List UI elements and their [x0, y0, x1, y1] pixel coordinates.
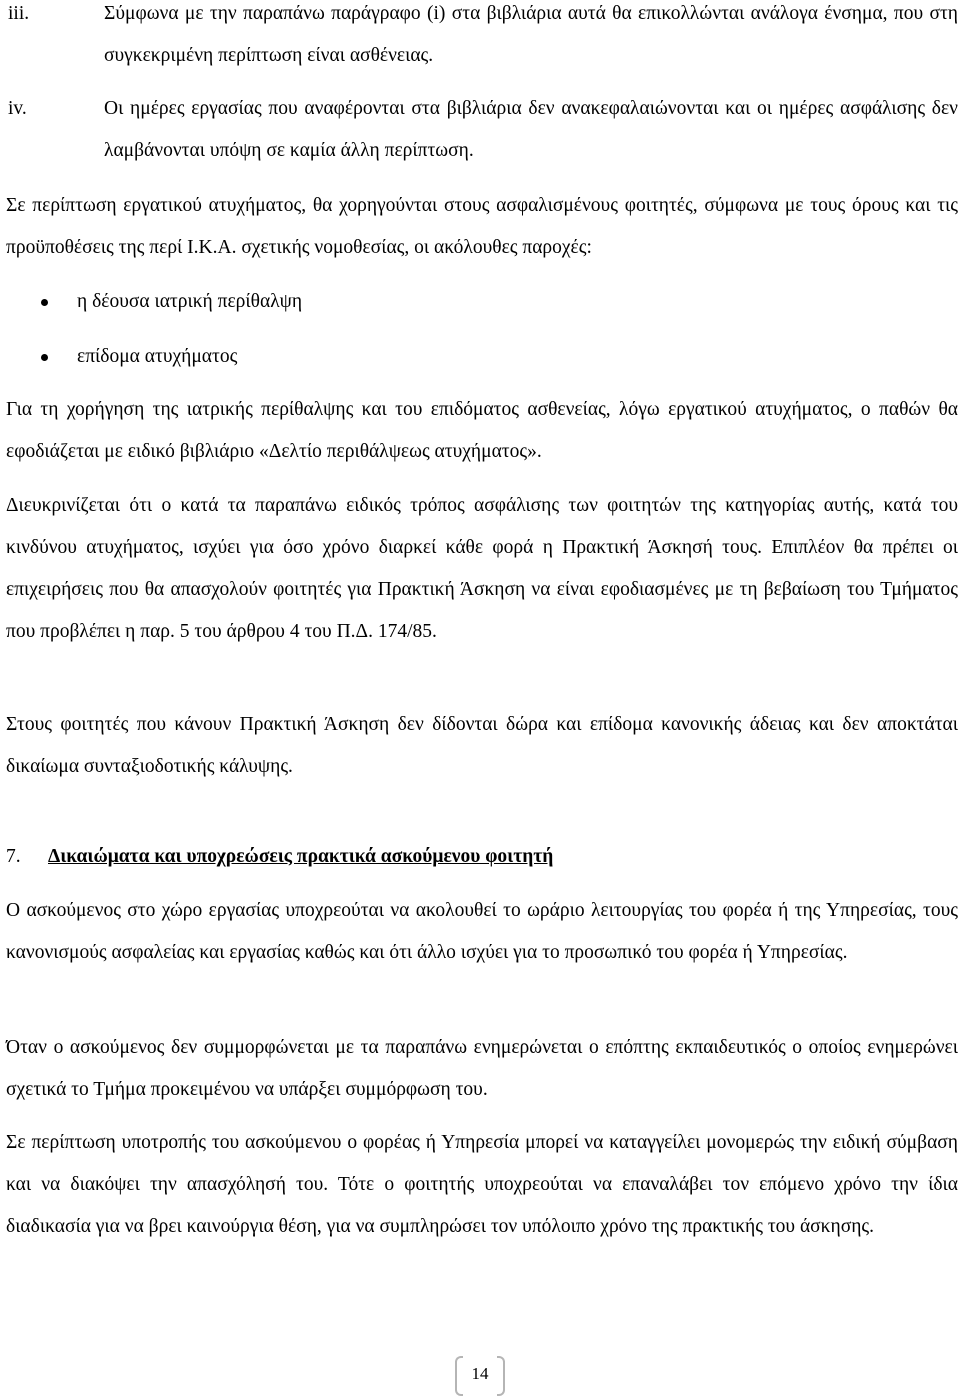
bullet-text: η δέουσα ιατρική περίθαλψη — [77, 291, 303, 312]
bullet-text: επίδομα ατυχήματος — [77, 346, 238, 367]
bullet-icon — [41, 299, 48, 306]
paragraph-insurance-clarification: Διευκρινίζεται ότι ο κατά τα παραπάνω ειδικός τρόπος ασφάλισης των φοιτητών της κατηγορίας αυτής, κατά του κινδύνου ατυχήματος, ισχύει για όσο χρόνο διαρκεί κάθε φορά η Πρακτική Άσκησή τους. Επιπλέον θα πρέπει οι επιχειρήσεις που θα απασχολούν φοιτητές για Πρακτική Άσκηση να είναι εφοδιασμένες με τη βεβαίωση του Τμήματος που προβλέπει η παρ. 5 του άρθρου 4 του Π.Δ. 174/85. — [6, 495, 958, 642]
paragraph-compliance: Όταν ο ασκούμενος δεν συμμορφώνεται με τα παραπάνω ενημερώνεται ο επόπτης εκπαιδευτικός ο οποίος ενημερώνει σχετικά το Τμήμα προκειμένου να υπάρξει συμμόρφωση του. — [6, 1037, 958, 1100]
paragraph-accident-benefits: Σε περίπτωση εργατικού ατυχήματος, θα χορηγούνται στους ασφαλισμένους φοιτητές, σύμφωνα με τους όρους και τις προϋποθέσεις της περί Ι.Κ.Α. σχετικής νομοθεσίας, οι ακόλουθες παροχές: — [6, 195, 958, 258]
paragraph-no-bonuses: Στους φοιτητές που κάνουν Πρακτική Άσκηση δεν δίδονται δώρα και επίδομα κανονικής άδειας και δεν αποκτάται δικαίωμα συνταξιοδοτικής κάλυψης. — [6, 714, 958, 777]
section-title: Δικαιώματα και υποχρεώσεις πρακτικά ασκούμενου φοιτητή — [48, 846, 554, 867]
section-heading — [6, 836, 553, 878]
paragraph-recurrence: Σε περίπτωση υποτροπής του ασκούμενου ο φορέας ή Υπηρεσία μπορεί να καταγγείλει μονομερώς την ειδική σύμβαση και να διακόψει την απασχόλησή του. Τότε ο φοιτητής υποχρεούται να επαναλάβει τον επόμενο χρόνο την ίδια διαδικασία για να βρει καινούργια θέση, για να συμπληρώσει τον υπόλοιπο χρόνο της πρακτικής του άσκησης. — [6, 1132, 958, 1237]
list-number: iv. — [8, 98, 27, 119]
list-item-text: Οι ημέρες εργασίας που αναφέρονται στα βιβλιάρια δεν ανακεφαλαιώνονται και οι ημέρες ασφάλισης δεν λαμβάνονται υπόψη σε καμία άλλη περίπτωση. — [104, 98, 958, 161]
bullet-icon — [41, 354, 48, 361]
list-item-text: Σύμφωνα με την παραπάνω παράγραφο (i) στα βιβλιάρια αυτά θα επικολλώνται ανάλογα ένσημα, που στη συγκεκριμένη περίπτωση είναι ασθένειας. — [104, 3, 958, 66]
paragraph-medical-booklet: Για τη χορήγηση της ιατρικής περίθαλψης και του επιδόματος ασθενείας, λόγω εργατικού ατυχήματος, ο παθών θα εφοδιάζεται με ειδικό βιβλιάριο «Δελτίο περιθάλψεως ατυχήματος». — [6, 399, 958, 462]
paragraph-working-hours: Ο ασκούμενος στο χώρο εργασίας υποχρεούται να ακολουθεί το ωράριο λειτουργίας του φορέα ή της Υπηρεσίας, τους κανονισμούς ασφαλείας και εργασίας καθώς και ότι άλλο ισχύει για το προσωπικό του φορέα ή Υπηρεσίας. — [6, 900, 958, 963]
list-number: iii. — [8, 3, 30, 24]
page-number-footer — [455, 1356, 505, 1392]
section-number: 7. — [6, 846, 21, 867]
page-number: 14 — [471, 1364, 489, 1383]
